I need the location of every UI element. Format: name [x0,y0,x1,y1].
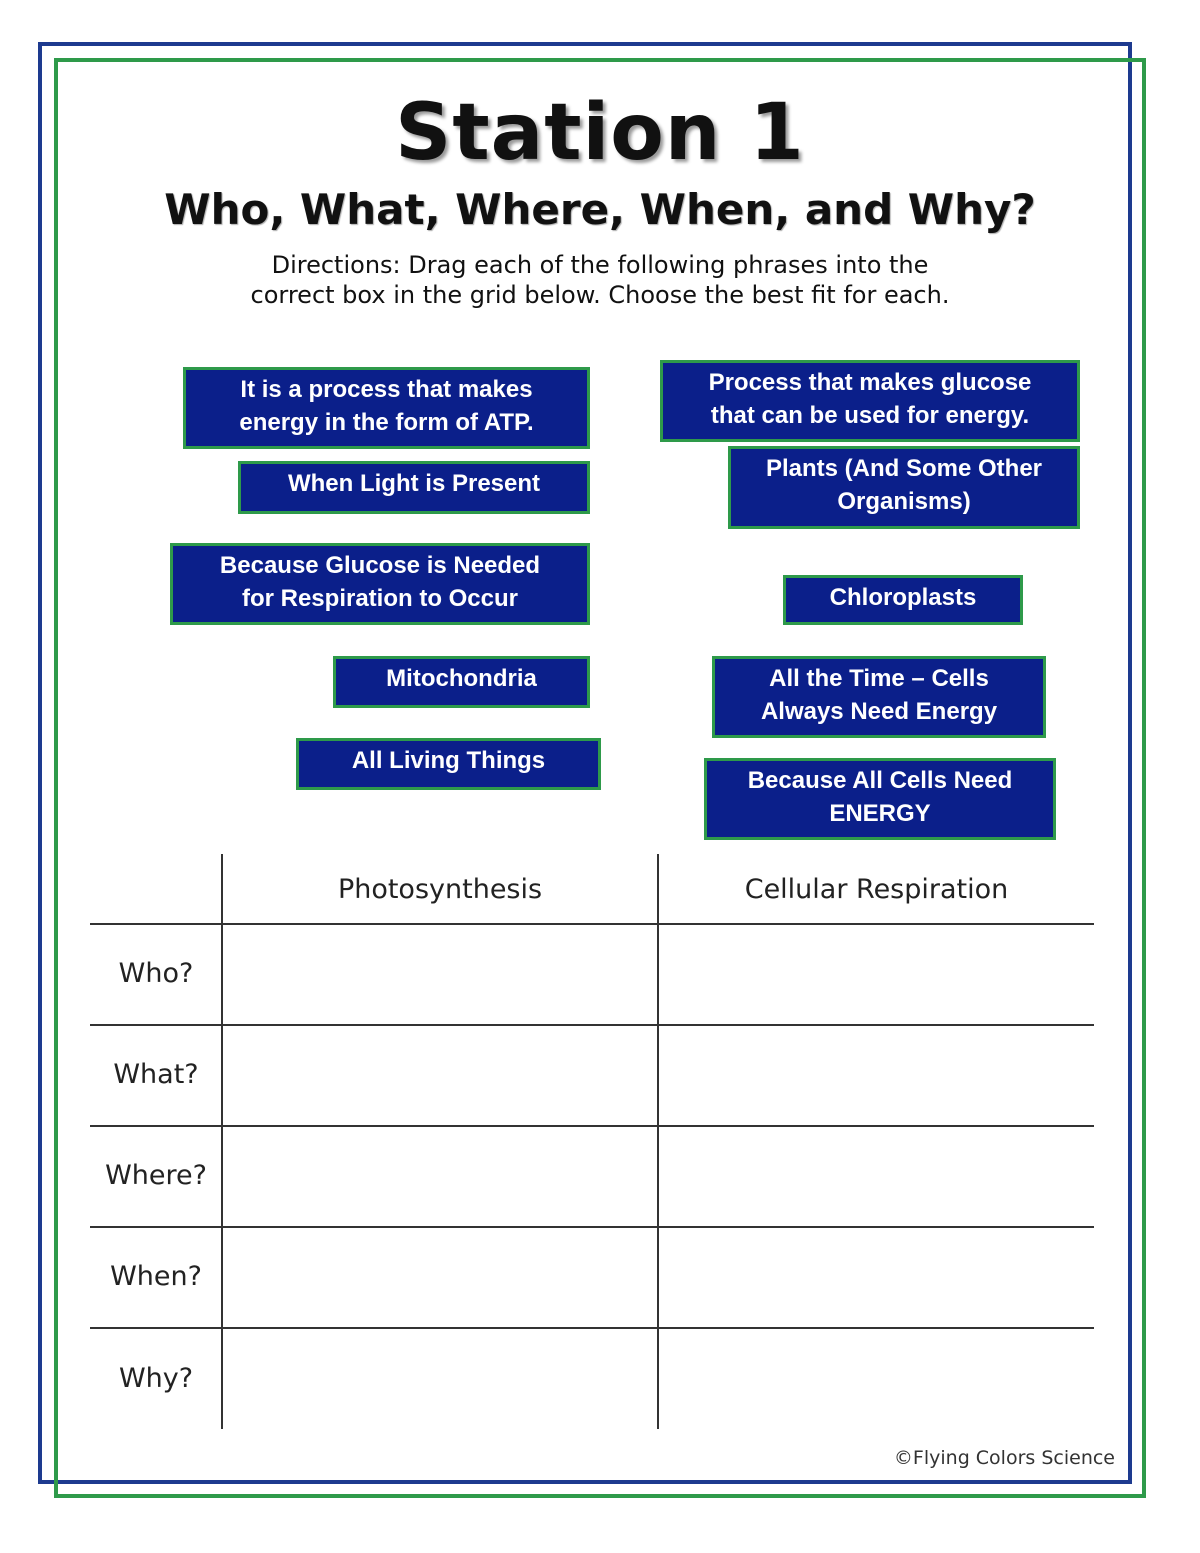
column-header-cellular-respiration: Cellular Respiration [744,874,1009,905]
phrase-chip-line: Organisms) [837,488,971,515]
row-label-what: What? [113,1059,199,1090]
phrase-chip-line: Plants (And Some Other [765,455,1043,482]
drop-cell-respiration-where[interactable] [659,1127,1094,1226]
column-header-photosynthesis: Photosynthesis [337,874,543,905]
phrase-chip-line: Always Need Energy [760,698,998,725]
directions-line-2: correct box in the grid below. Choose the best fit for each. [250,281,950,309]
row-label-who: Who? [118,958,194,989]
phrase-chip-all-living[interactable] [296,738,601,790]
phrase-chip-when-light[interactable] [238,461,590,514]
copyright-credit: ©Flying Colors Science [893,1447,1115,1469]
phrase-chip-atp-process[interactable] [183,367,590,449]
phrase-chip-line: It is a process that makes [240,376,533,403]
row-label-why: Why? [118,1363,194,1394]
drop-cell-photosynthesis-what[interactable] [223,1026,657,1125]
directions-line-1: Directions: Drag each of the following phrases into the [271,251,929,279]
drop-cell-respiration-why[interactable] [659,1329,1094,1429]
phrase-chip-line: for Respiration to Occur [241,585,519,612]
page-subtitle: Who, What, Where, When, and Why? [164,185,1036,234]
phrase-chip-line: All Living Things [351,747,546,774]
drop-cell-photosynthesis-who[interactable] [223,925,657,1024]
drop-cell-photosynthesis-why[interactable] [223,1329,657,1429]
phrase-chip-plants[interactable] [728,446,1080,529]
drop-cell-photosynthesis-where[interactable] [223,1127,657,1226]
phrase-chip-line: Because Glucose is Needed [219,552,541,579]
phrase-chip-mitochondria[interactable] [333,656,590,708]
phrase-chip-line: Process that makes glucose [708,369,1032,396]
phrase-chip-line: All the Time – Cells [769,665,989,692]
phrase-chip-cells-need-energy[interactable] [704,758,1056,840]
drop-cell-respiration-what[interactable] [659,1026,1094,1125]
page-title: Station 1 [395,88,805,178]
drop-cell-respiration-when[interactable] [659,1228,1094,1327]
phrase-chip-line: Because All Cells Need [747,767,1013,794]
phrase-chip-line: energy in the form of ATP. [239,409,534,436]
phrase-chip-all-the-time[interactable] [712,656,1046,738]
answer-grid [90,854,1094,1429]
row-label-when: When? [110,1261,202,1292]
phrase-chip-line: that can be used for energy. [710,402,1030,429]
phrase-chip-glucose-process[interactable] [660,360,1080,442]
drop-cell-photosynthesis-when[interactable] [223,1228,657,1327]
phrase-chip-line: Mitochondria [386,665,537,692]
phrase-chip-glucose-needed[interactable] [170,543,590,625]
phrase-chip-line: When Light is Present [287,470,541,497]
directions-text [0,250,1200,310]
drop-cell-respiration-who[interactable] [659,925,1094,1024]
phrase-chip-chloroplasts[interactable] [783,575,1023,625]
row-label-where: Where? [105,1160,207,1191]
phrase-chip-line: Chloroplasts [829,584,977,611]
phrase-chip-line: ENERGY [829,800,931,827]
